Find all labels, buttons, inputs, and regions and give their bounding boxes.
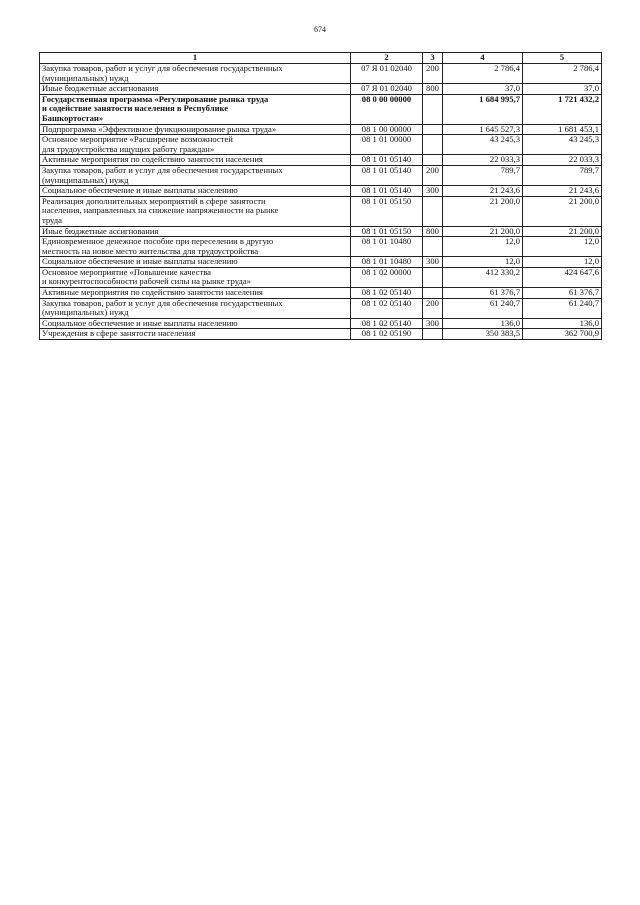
table-header-row (40, 53, 602, 64)
row-value-2-cell: 43 245,3 (523, 135, 602, 155)
table-row (40, 257, 602, 268)
row-name-cell: Закупка товаров, работ и услуг для обеспечения государственных (муниципальных) нужд (40, 165, 351, 185)
row-value-1-cell: 789,7 (443, 165, 523, 185)
row-value-1-cell: 61 376,7 (443, 288, 523, 299)
row-name-cell: Социальное обеспечение и иные выплаты населению (40, 257, 351, 268)
row-value-1-cell: 21 243,6 (443, 186, 523, 197)
row-type-cell: 200 (423, 298, 443, 318)
row-name-cell: Закупка товаров, работ и услуг для обеспечения государственных (муниципальных) нужд (40, 64, 351, 84)
row-code-cell: 07 Я 01 02040 (351, 64, 423, 84)
row-type-cell (423, 196, 443, 226)
row-name-cell: Подпрограмма «Эффективное функционирование рынка труда» (40, 124, 351, 135)
row-code-cell: 08 1 00 00000 (351, 124, 423, 135)
row-value-1-cell: 37,0 (443, 84, 523, 95)
row-value-2-cell: 12,0 (523, 257, 602, 268)
row-value-2-cell: 136,0 (523, 318, 602, 329)
row-value-2-cell: 12,0 (523, 237, 602, 257)
row-name-cell: Основное мероприятие «Повышение качества и конкурентоспособности рабочей силы на рынке труда» (40, 267, 351, 287)
row-value-1-cell: 412 330,2 (443, 267, 523, 287)
row-code-cell: 08 1 02 00000 (351, 267, 423, 287)
table-row (40, 165, 602, 185)
row-value-2-cell: 21 243,6 (523, 186, 602, 197)
row-value-2-cell: 21 200,0 (523, 226, 602, 237)
table-row (40, 135, 602, 155)
row-type-cell (423, 124, 443, 135)
table-row (40, 318, 602, 329)
row-code-cell: 08 1 01 10480 (351, 237, 423, 257)
header-cell-1: 1 (40, 53, 351, 64)
row-code-cell: 08 1 01 05140 (351, 165, 423, 185)
row-value-1-cell: 1 684 995,7 (443, 94, 523, 124)
row-type-cell (423, 267, 443, 287)
row-code-cell: 08 1 02 05140 (351, 298, 423, 318)
row-value-1-cell: 136,0 (443, 318, 523, 329)
row-code-cell: 08 1 01 00000 (351, 135, 423, 155)
row-name-cell: Активные мероприятия по содействию занятости населения (40, 155, 351, 166)
row-type-cell (423, 155, 443, 166)
table-row (40, 226, 602, 237)
row-type-cell: 800 (423, 226, 443, 237)
row-type-cell: 300 (423, 186, 443, 197)
row-name-cell: Государственная программа «Регулирование рынка труда и содействие занятости населения в Республике Башкортостан» (40, 94, 351, 124)
row-value-2-cell: 61 376,7 (523, 288, 602, 299)
row-name-cell: Закупка товаров, работ и услуг для обеспечения государственных (муниципальных) нужд (40, 298, 351, 318)
row-code-cell: 08 1 02 05140 (351, 318, 423, 329)
row-type-cell: 300 (423, 257, 443, 268)
row-code-cell: 08 1 01 05150 (351, 196, 423, 226)
header-cell-2: 2 (351, 53, 423, 64)
table-row (40, 288, 602, 299)
row-name-cell: Активные мероприятия по содействию занятости населения (40, 288, 351, 299)
row-value-2-cell: 1 721 432,2 (523, 94, 602, 124)
row-value-1-cell: 21 200,0 (443, 196, 523, 226)
row-name-cell: Единовременное денежное пособие при переселении в другую местность на новое место жительства для трудоустройства (40, 237, 351, 257)
row-value-1-cell: 12,0 (443, 257, 523, 268)
row-code-cell: 08 1 02 05190 (351, 329, 423, 340)
row-value-2-cell: 22 033,3 (523, 155, 602, 166)
row-code-cell: 07 Я 01 02040 (351, 84, 423, 95)
row-code-cell: 08 1 01 05150 (351, 226, 423, 237)
row-name-cell: Иные бюджетные ассигнования (40, 226, 351, 237)
row-name-cell: Основное мероприятие «Расширение возможностей для трудоустройства ищущих работу граждан» (40, 135, 351, 155)
header-cell-5: 5 (523, 53, 602, 64)
page-number: 674 (314, 25, 326, 34)
row-type-cell: 300 (423, 318, 443, 329)
row-code-cell: 08 1 01 05140 (351, 186, 423, 197)
row-type-cell (423, 288, 443, 299)
row-value-2-cell: 2 786,4 (523, 64, 602, 84)
table-row (40, 155, 602, 166)
table-row (40, 94, 602, 124)
row-code-cell: 08 1 01 05140 (351, 155, 423, 166)
row-value-1-cell: 22 033,3 (443, 155, 523, 166)
row-value-1-cell: 12,0 (443, 237, 523, 257)
table-row (40, 196, 602, 226)
table-row (40, 124, 602, 135)
row-value-2-cell: 37,0 (523, 84, 602, 95)
row-type-cell (423, 94, 443, 124)
row-type-cell: 800 (423, 84, 443, 95)
row-type-cell (423, 329, 443, 340)
row-value-1-cell: 61 240,7 (443, 298, 523, 318)
row-value-2-cell: 424 647,6 (523, 267, 602, 287)
row-type-cell: 200 (423, 165, 443, 185)
table-row (40, 237, 602, 257)
header-cell-4: 4 (443, 53, 523, 64)
row-value-1-cell: 2 786,4 (443, 64, 523, 84)
row-value-2-cell: 789,7 (523, 165, 602, 185)
row-type-cell (423, 135, 443, 155)
row-type-cell (423, 237, 443, 257)
row-name-cell: Социальное обеспечение и иные выплаты населению (40, 318, 351, 329)
header-cell-3: 3 (423, 53, 443, 64)
row-name-cell: Иные бюджетные ассигнования (40, 84, 351, 95)
table-row (40, 329, 602, 340)
table-row (40, 298, 602, 318)
row-value-1-cell: 350 383,5 (443, 329, 523, 340)
row-value-1-cell: 21 200,0 (443, 226, 523, 237)
table-row (40, 84, 602, 95)
row-name-cell: Социальное обеспечение и иные выплаты населению (40, 186, 351, 197)
row-value-2-cell: 362 700,9 (523, 329, 602, 340)
row-value-1-cell: 43 245,3 (443, 135, 523, 155)
row-code-cell: 08 0 00 00000 (351, 94, 423, 124)
table-row (40, 267, 602, 287)
row-type-cell: 200 (423, 64, 443, 84)
budget-table (39, 52, 602, 340)
row-value-2-cell: 21 200,0 (523, 196, 602, 226)
row-name-cell: Реализация дополнительных мероприятий в сфере занятости населения, направленных на снижение напряженности на рынке труда (40, 196, 351, 226)
table-row (40, 186, 602, 197)
row-code-cell: 08 1 01 10480 (351, 257, 423, 268)
row-value-2-cell: 61 240,7 (523, 298, 602, 318)
row-value-1-cell: 1 645 527,3 (443, 124, 523, 135)
row-name-cell: Учреждения в сфере занятости населения (40, 329, 351, 340)
row-code-cell: 08 1 02 05140 (351, 288, 423, 299)
row-value-2-cell: 1 681 453,1 (523, 124, 602, 135)
table-row (40, 64, 602, 84)
